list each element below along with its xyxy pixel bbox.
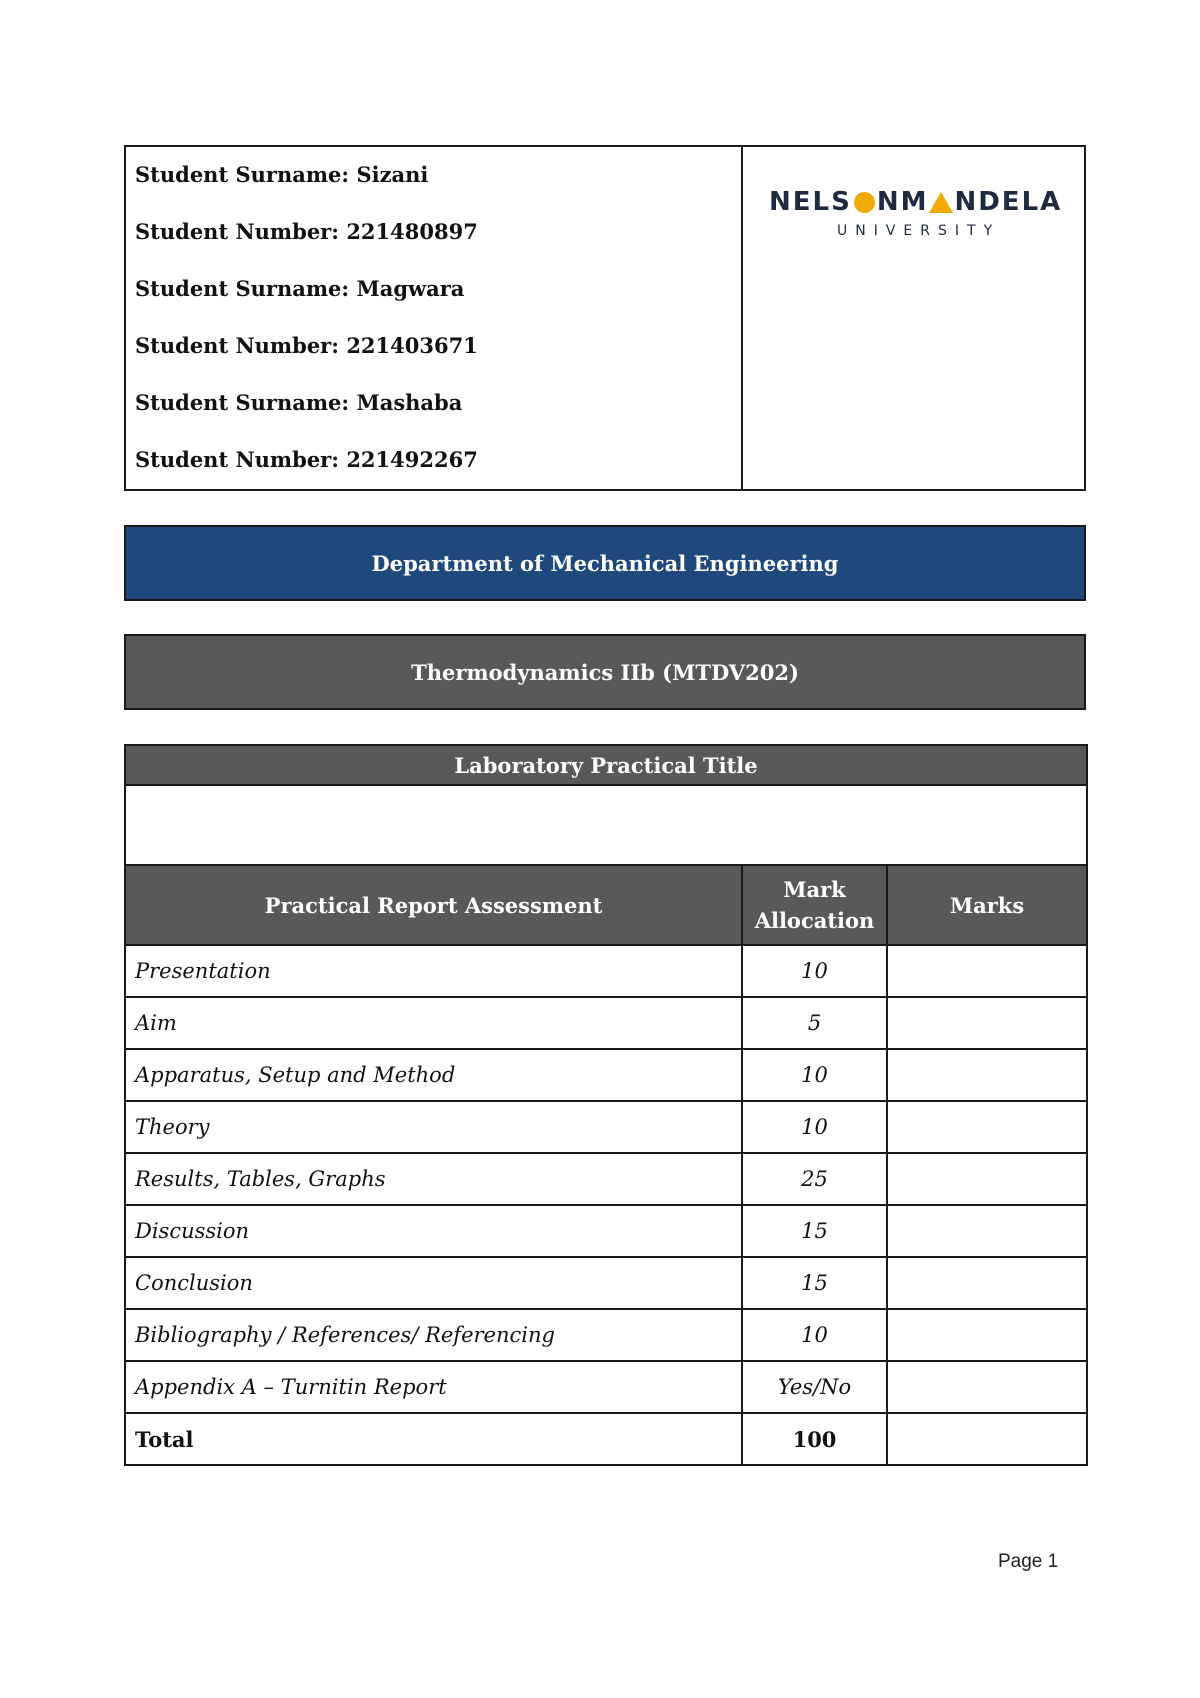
- marks-cell[interactable]: [887, 945, 1087, 997]
- logo-subtitle: UNIVERSITY: [837, 223, 1001, 239]
- student-info-box: [124, 145, 1086, 491]
- criterion-cell: Bibliography / References/ Referencing: [125, 1309, 742, 1361]
- allocation-cell: 5: [742, 997, 887, 1049]
- table-row: [125, 1049, 1087, 1101]
- logo-dot-icon: [854, 192, 875, 213]
- total-marks-cell[interactable]: [887, 1413, 1087, 1465]
- logo-text-ndela: NDELA: [954, 187, 1063, 217]
- practical-title-header: Laboratory Practical Title: [125, 745, 1087, 785]
- col-header-marks: Marks: [887, 865, 1087, 945]
- student-surname-1: Student Surname: Sizani: [135, 162, 429, 187]
- university-logo: [769, 187, 1063, 239]
- marks-cell[interactable]: [887, 1257, 1087, 1309]
- criterion-cell: Apparatus, Setup and Method: [125, 1049, 742, 1101]
- course-banner: Thermodynamics IIb (MTDV202): [124, 634, 1086, 710]
- table-row: [125, 1309, 1087, 1361]
- total-row: [125, 1413, 1087, 1465]
- logo-wordmark: [769, 187, 1063, 217]
- student-details: [126, 147, 743, 489]
- allocation-cell: 10: [742, 1101, 887, 1153]
- marks-cell[interactable]: [887, 1205, 1087, 1257]
- practical-title-field[interactable]: [125, 785, 1087, 865]
- logo-text-n: N: [876, 187, 901, 217]
- criterion-cell: Discussion: [125, 1205, 742, 1257]
- total-label: Total: [125, 1413, 742, 1465]
- assessment-table: [124, 744, 1088, 1466]
- logo-text-nels: NELS: [769, 187, 852, 217]
- marks-cell[interactable]: [887, 1361, 1087, 1413]
- marks-cell[interactable]: [887, 1309, 1087, 1361]
- logo-text-m: M: [900, 187, 929, 217]
- table-row: [125, 1153, 1087, 1205]
- student-surname-3: Student Surname: Mashaba: [135, 390, 463, 415]
- practical-title-header-row: [125, 745, 1087, 785]
- total-value: 100: [742, 1413, 887, 1465]
- criterion-cell: Conclusion: [125, 1257, 742, 1309]
- logo-word-nelson: [769, 187, 901, 217]
- student-number-3: Student Number: 221492267: [135, 447, 478, 472]
- marks-cell[interactable]: [887, 1049, 1087, 1101]
- criterion-cell: Results, Tables, Graphs: [125, 1153, 742, 1205]
- student-number-1: Student Number: 221480897: [135, 219, 478, 244]
- allocation-cell: 10: [742, 945, 887, 997]
- allocation-cell: 15: [742, 1257, 887, 1309]
- logo-cell: [743, 147, 1084, 489]
- marks-cell[interactable]: [887, 1153, 1087, 1205]
- allocation-cell: 10: [742, 1309, 887, 1361]
- marks-cell[interactable]: [887, 1101, 1087, 1153]
- table-row: [125, 1205, 1087, 1257]
- allocation-cell: 10: [742, 1049, 887, 1101]
- col-header-assessment: Practical Report Assessment: [125, 865, 742, 945]
- criterion-cell: Appendix A – Turnitin Report: [125, 1361, 742, 1413]
- criterion-cell: Aim: [125, 997, 742, 1049]
- student-surname-2: Student Surname: Magwara: [135, 276, 465, 301]
- table-row: [125, 1101, 1087, 1153]
- marks-cell[interactable]: [887, 997, 1087, 1049]
- practical-title-row: [125, 785, 1087, 865]
- table-row: [125, 1361, 1087, 1413]
- table-row: [125, 1257, 1087, 1309]
- logo-word-mandela: [901, 187, 1063, 217]
- student-number-2: Student Number: 221403671: [135, 333, 478, 358]
- logo-triangle-icon: [929, 192, 953, 213]
- table-row: [125, 945, 1087, 997]
- assessment-header-row: [125, 865, 1087, 945]
- department-banner: Department of Mechanical Engineering: [124, 525, 1086, 601]
- allocation-cell: 15: [742, 1205, 887, 1257]
- criterion-cell: Theory: [125, 1101, 742, 1153]
- criterion-cell: Presentation: [125, 945, 742, 997]
- page-number: Page 1: [998, 1551, 1059, 1572]
- table-row: [125, 997, 1087, 1049]
- allocation-cell: 25: [742, 1153, 887, 1205]
- allocation-cell: Yes/No: [742, 1361, 887, 1413]
- col-header-allocation: Mark Allocation: [742, 865, 887, 945]
